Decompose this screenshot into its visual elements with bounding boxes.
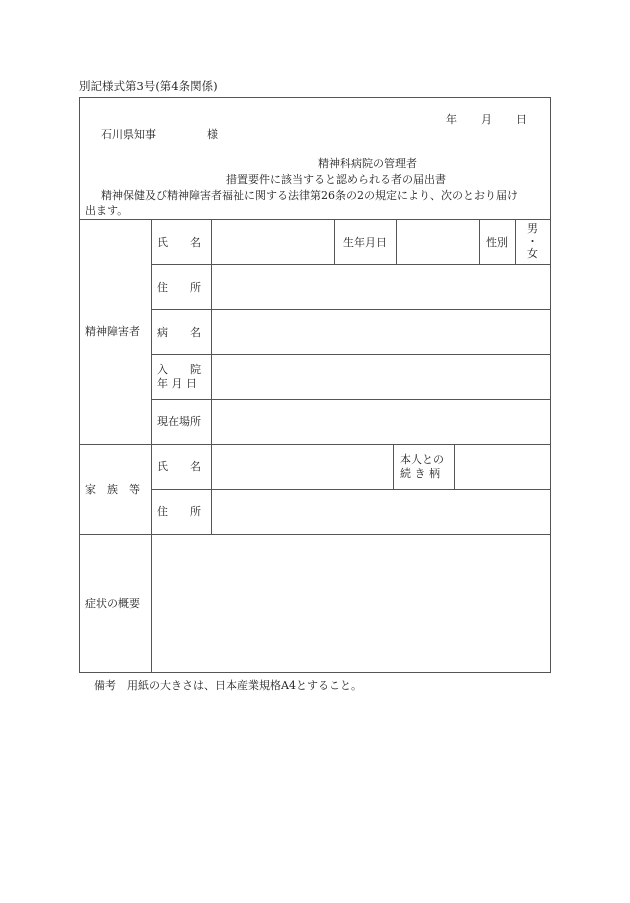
sex-options[interactable]	[527, 223, 538, 261]
sex-label: 性別	[486, 236, 508, 249]
relationship-line1: 本人との	[400, 453, 444, 466]
family-name-field[interactable]	[212, 445, 393, 489]
sex-male: 男	[527, 222, 538, 235]
sex-female: 女	[527, 247, 538, 261]
col-line	[334, 219, 335, 264]
admission-date-label	[157, 363, 201, 391]
patient-section-label: 精神障害者	[85, 325, 140, 338]
footnote: 備考 用紙の大きさは、日本産業規格A4とすること。	[94, 679, 362, 692]
disease-label: 病 名	[157, 326, 201, 339]
relationship-line2: 続 き 柄	[400, 466, 440, 480]
document-title: 措置要件に該当すると認められる者の届出書	[226, 173, 446, 186]
patient-name-label: 氏 名	[157, 236, 201, 249]
col-line	[515, 219, 516, 264]
col-line	[479, 219, 480, 264]
submitter-label: 精神科病院の管理者	[318, 157, 417, 170]
intro-text-line2: 出ます。	[85, 204, 129, 217]
birthdate-field[interactable]	[397, 220, 479, 264]
symptoms-field[interactable]	[152, 535, 550, 672]
family-section-label: 家 族 等	[85, 483, 140, 496]
current-location-label: 現在場所	[157, 415, 201, 428]
family-address-field[interactable]	[212, 490, 550, 534]
form-reference: 別記様式第3号(第4条関係)	[79, 79, 218, 93]
patient-name-field[interactable]	[212, 220, 334, 264]
family-name-label: 氏 名	[157, 460, 201, 473]
family-address-label: 住 所	[157, 505, 201, 518]
admission-line1: 入 院	[157, 363, 201, 376]
disease-field[interactable]	[212, 310, 550, 354]
symptoms-label: 症状の概要	[85, 597, 140, 610]
col-line	[393, 444, 394, 489]
relationship-label	[400, 453, 444, 481]
patient-address-label: 住 所	[157, 281, 201, 294]
date-month: 月	[481, 113, 492, 126]
birthdate-label: 生年月日	[343, 236, 387, 249]
current-location-field[interactable]	[212, 400, 550, 444]
intro-text-line1: 精神保健及び精神障害者福祉に関する法律第26条の2の規定により、次のとおり届け	[101, 189, 518, 202]
date-year: 年	[446, 113, 457, 126]
addressee-name: 石川県知事	[101, 128, 156, 141]
addressee-honorific: 様	[207, 128, 218, 141]
patient-address-field[interactable]	[212, 265, 550, 309]
sex-separator: ・	[527, 234, 538, 248]
date-day: 日	[516, 113, 527, 126]
relationship-field[interactable]	[455, 445, 550, 489]
admission-date-field[interactable]	[212, 355, 550, 399]
admission-line2: 年 月 日	[157, 376, 197, 390]
